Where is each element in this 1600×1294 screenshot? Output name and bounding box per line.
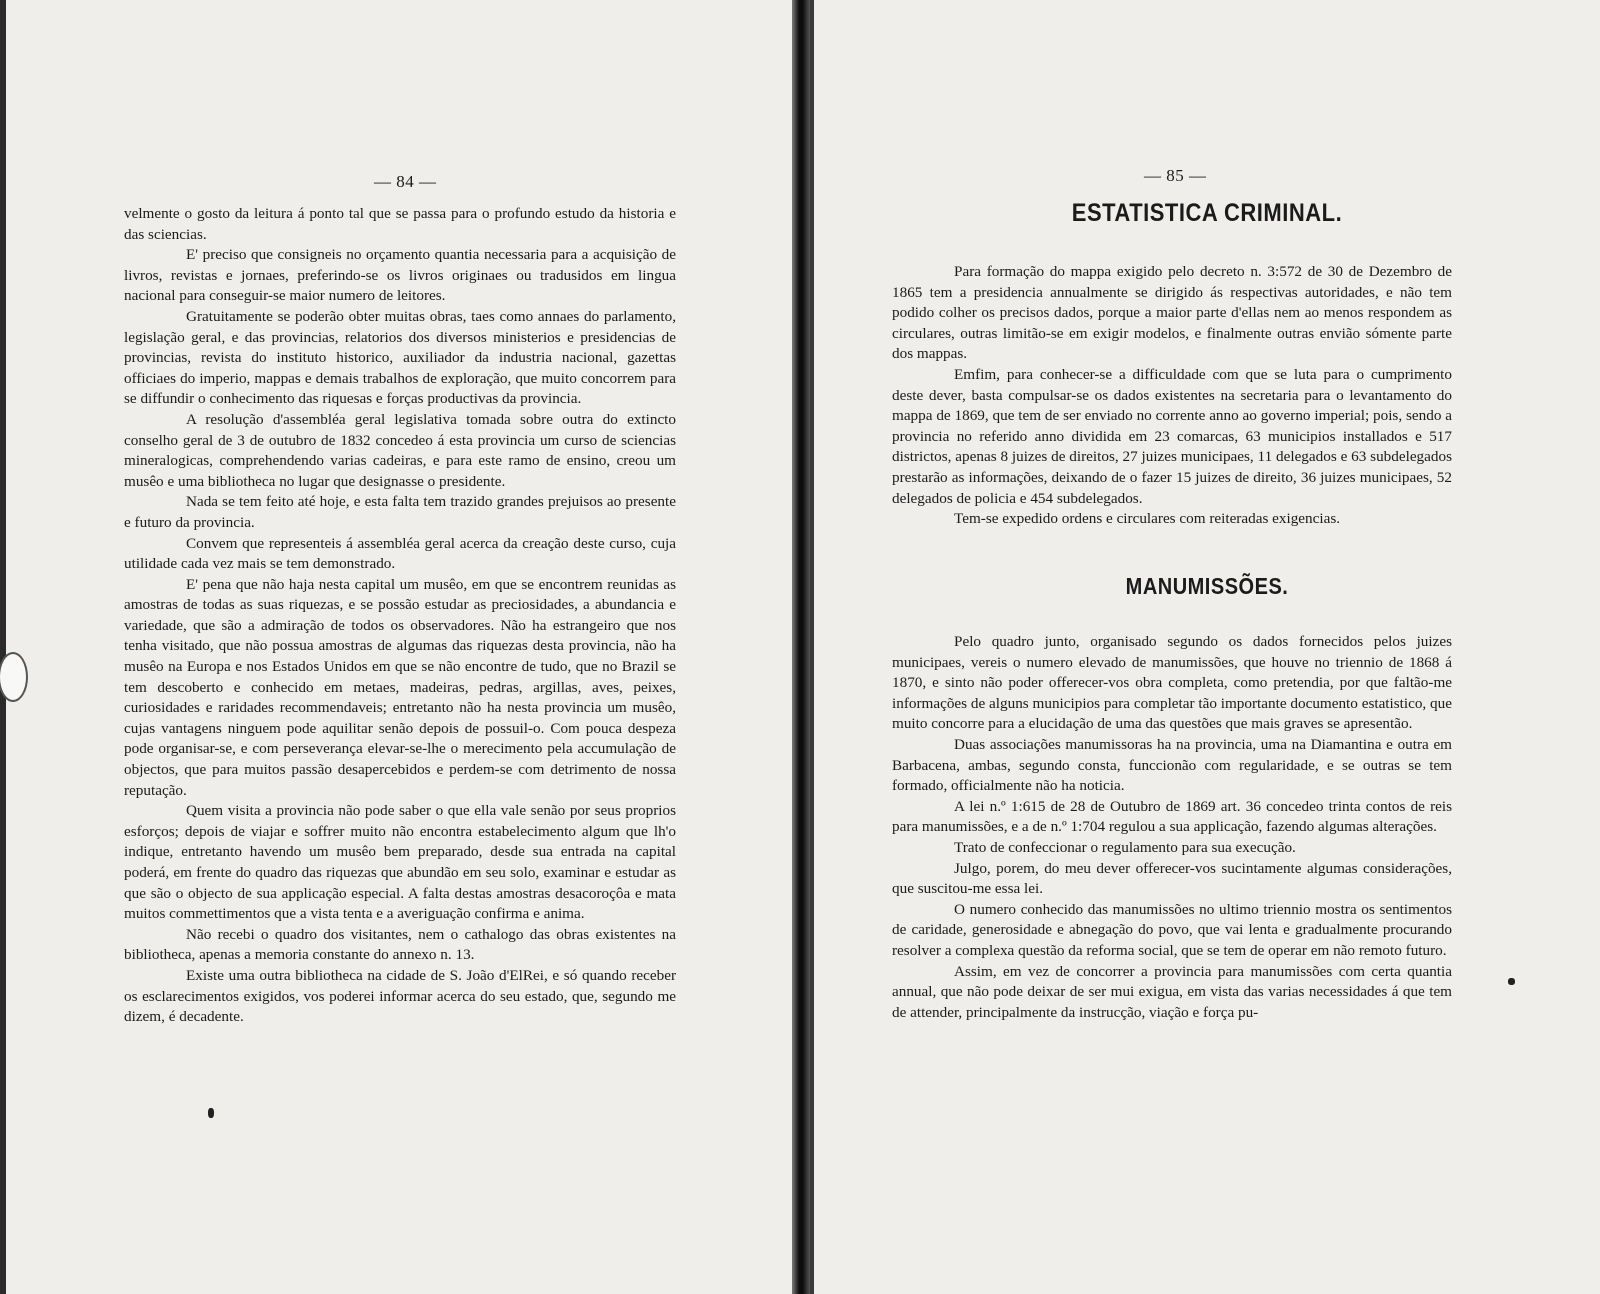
paragraph: Assim, em vez de concorrer a provincia para manumissões com certa quantia annual, que não pode deixar de ser mui exigua, em vista das varias necessidades á que tem de attender, principalmente da instrucção, viação e força pu- — [892, 962, 1452, 1021]
paragraph: Quem visita a provincia não pode saber o que ella vale senão por seus proprios esforços; depois de viajar e soffrer muito não encontra estabelecimento algum que lh'o indique, entretanto havendo um musêo bem preparado, desde sua entrada na capital poderá, em frente do quadro das riquezas que abundão em seu solo, examinar e estudar as que são o objecto de sua applicação especial. A falta destas amostras desacoroçôa e mata muitos commettimentos que a vista tenta e a averiguação confirma e anima. — [124, 802, 676, 923]
paper-damage-mark — [0, 652, 28, 702]
paragraph: Não recebi o quadro dos visitantes, nem o cathalogo das obras existentes na bibliotheca, apenas a memoria constante do annexo n. 13. — [124, 925, 676, 964]
paragraph: Existe uma outra bibliotheca na cidade de S. João d'ElRei, e só quando receber os esclarecimentos exigidos, vos poderei informar acerca do seu estado, que, segundo me dizem, é decadente. — [124, 966, 676, 1026]
paragraph: Para formação do mappa exigido pelo decreto n. 3:572 de 30 de Dezembro de 1865 tem a presidencia annualmente se dirigido ás respectivas autoridades, e não tem podido colher os precisos dados, porque a maior parte d'ellas nem ao menos respondem as circulares, outras limitão-se em exigir modelos, e finalmente outras envião sómente parte dos mappas. — [892, 263, 1452, 363]
section-title-estatistica: ESTATISTICA CRIMINAL. — [1071, 198, 1343, 227]
book-gutter — [792, 0, 810, 1294]
paragraph: E' pena que não haja nesta capital um musêo, em que se encontrem reunidas as amostras de todas as suas riquezas, e se possão estudar as preciosidades, a abundancia e variedade, que são a admiração de todos os observadores. Não ha estrangeiro que nos tenha visitado, que não possua amostras de algumas das riquezas desta provincia, não ha musêo na Europa e nos Estados Unidos em que se não encontre de tudo, que no Brazil se tem descoberto e conhecido em metaes, madeiras, pedras, argillas, aves, peixes, curiosidades e raridades recommendaveis; entretanto não ha nesta provincia um musêo, cujas vantagens ninguem pode aquilitar senão depois de possuil-o. Com pouca despeza pode organisar-se, e com perseverança elevar-se-lhe o merecimento pela accumulação de objectos, que para muitos passão desapercebidos e perdem-se com detrimento de nossa reputação. — [124, 575, 676, 799]
paragraph: Nada se tem feito até hoje, e esta falta tem trazido grandes prejuisos ao presente e futuro da provincia. — [124, 493, 676, 531]
paragraph: E' preciso que consigneis no orçamento quantia necessaria para a acquisição de livros, revistas e jornaes, preferindo-se os livros originaes ou tradusidos em lingua nacional para conseguir-se maior numero de leitores. — [124, 246, 676, 305]
right-page-section2-body — [892, 632, 1452, 1023]
ink-spot — [208, 1108, 214, 1118]
right-page — [810, 0, 1600, 1294]
paragraph: A resolução d'assembléa geral legislativa tomada sobre outra do extincto conselho geral de 3 de outubro de 1832 concedeo á esta provincia um curso de sciencias mineralogicas, comprehendendo varias cadeiras, e para este ramo de ensino, creou um musêo e uma bibliotheca no lugar que designasse o presidente. — [124, 410, 676, 490]
paragraph: Trato de confeccionar o regulamento para sua execução. — [954, 838, 1296, 856]
right-page-section1-body — [892, 262, 1452, 530]
paragraph: Tem-se expedido ordens e circulares com reiteradas exigencias. — [954, 510, 1341, 528]
paragraph: Julgo, porem, do meu dever offerecer-vos sucintamente algumas considerações, que suscitou-me essa lei. — [892, 859, 1452, 898]
ink-spot — [1508, 978, 1515, 985]
paragraph: velmente o gosto da leitura á ponto tal que se passa para o profundo estudo da historia e das sciencias. — [124, 205, 676, 243]
left-page-body — [124, 204, 676, 1028]
page-number-right: — 85 — — [1144, 166, 1207, 185]
paragraph: Emfim, para conhecer-se a difficuldade com que se luta para o cumprimento deste dever, basta compulsar-se os dados existentes na secretaria para o levantamento do mappa de 1869, que tem de ser enviado no corrente anno ao governo imperial; pois, sendo a provincia no referido anno dividida em 23 comarcas, 63 municipios installados e 517 districtos, apenas 8 juizes de direitos, 27 juizes municipaes, 11 delegados e 63 subdelegados prestarão as informações, deixando de o fazer 15 juizes de direito, 36 juizes municipaes, 52 delegados de policia e 454 subdelegados. — [892, 365, 1452, 507]
left-page — [0, 0, 792, 1294]
section-title-manumissoes: MANUMISSÕES. — [1125, 574, 1289, 600]
paragraph: Gratuitamente se poderão obter muitas obras, taes como annaes do parlamento, legislação geral, e das provincias, relatorios dos diversos ministerios e presidencias de provincias, revista do instituto historico, auxiliador da industria nacional, gazettas officiaes do imperio, mappas e demais trabalhos de exploração, que muito concorrem para se diffundir o conhecimento das riquesas e forças productivas da provincia. — [124, 307, 676, 408]
paragraph: O numero conhecido das manumissões no ultimo triennio mostra os sentimentos de caridade, generosidade e abnegação do povo, que vai lenta e gradualmente procurando resolver a complexa questão da reforma social, que se tem de operar em não remoto futuro. — [892, 900, 1452, 959]
paragraph: Convem que representeis á assembléa geral acerca da creação deste curso, cuja utilidade cada vez mais se tem demonstrado. — [124, 534, 676, 573]
paragraph: A lei n.º 1:615 de 28 de Outubro de 1869 art. 36 concedeo trinta contos de reis para manumissões, e a de n.º 1:704 regulou a sua applicação, fazendo algumas alterações. — [892, 797, 1452, 836]
paragraph: Duas associações manumissoras ha na provincia, uma na Diamantina e outra em Barbacena, ambas, segundo consta, funccionão com regularidade, e se outras se tem formado, officialmente não ha noticia. — [892, 735, 1452, 795]
paragraph: Pelo quadro junto, organisado segundo os dados fornecidos pelos juizes municipaes, vereis o numero elevado de manumissões, que houve no triennio de 1868 á 1870, e sinto não poder offerecer-vos obra completa, como pretendia, por que faltão-me informações de alguns municipios para completar tão importante documento estatistico, que muito concorre para a elucidação de uma das questões que mais graves se apresentão. — [892, 633, 1452, 733]
page-number-left: — 84 — — [374, 172, 437, 191]
